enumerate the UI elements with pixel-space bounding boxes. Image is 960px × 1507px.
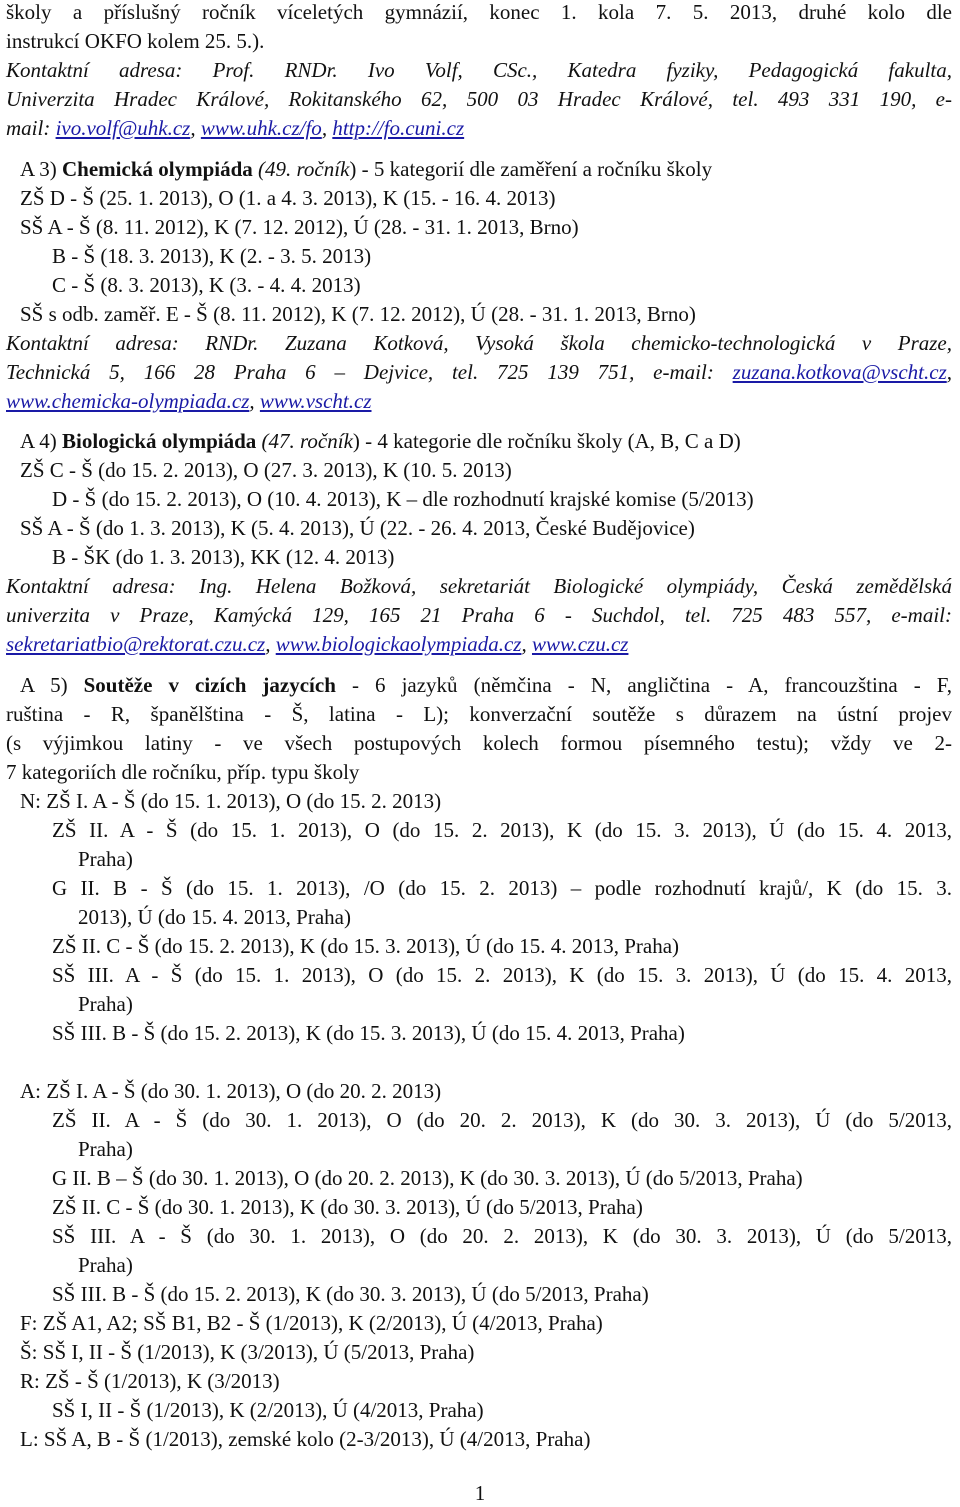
chem-contact-line-1: Kontaktní adresa: RNDr. Zuzana Kotková, Vysoká škola chemicko-technologická v Praze,	[6, 331, 952, 355]
intro-email-label: mail:	[6, 116, 56, 140]
lang-english-row: SŠ III. B - Š (do 15. 2. 2013), K (do 30. 3. 2013), Ú (do 5/2013, Praha)	[52, 1282, 649, 1306]
chem-heading-rest: ) - 5 kategorií dle zaměření a ročníku školy	[349, 157, 713, 181]
chem-heading-year: ročník	[296, 157, 350, 181]
lang-english-row: A: ZŠ I. A - Š (do 30. 1. 2013), O (do 20. 2. 2013)	[20, 1079, 442, 1103]
lang-german-row: N: ZŠ I. A - Š (do 15. 1. 2013), O (do 15. 2. 2013)	[20, 789, 442, 813]
separator: ,	[265, 632, 276, 656]
lang-german-row: Praha)	[78, 847, 133, 871]
chem-contact-line-3	[6, 389, 952, 413]
lang-english-row: SŠ III. A - Š (do 30. 1. 2013), O (do 20. 2. 2013), K (do 30. 3. 2013), Ú (do 5/2013,	[52, 1224, 952, 1248]
chem-heading	[20, 157, 952, 181]
lang-german-row: ZŠ II. C - Š (do 15. 2. 2013), K (do 15. 3. 2013), Ú (do 15. 4. 2013, Praha)	[52, 934, 680, 958]
lang-german-row: SŠ III. A - Š (do 15. 1. 2013), O (do 15. 2. 2013), K (do 15. 3. 2013), Ú (do 15. 4. 2013,	[52, 963, 952, 987]
lang-german-row: Praha)	[78, 992, 133, 1016]
lang-german-row: SŠ III. B - Š (do 15. 2. 2013), K (do 15. 3. 2013), Ú (do 15. 4. 2013, Praha)	[52, 1021, 685, 1045]
chem-heading-mid: (49.	[252, 157, 297, 181]
bio-heading	[20, 429, 952, 453]
lang-german-row: ZŠ II. A - Š (do 15. 1. 2013), O (do 15. 2. 2013), K (do 15. 3. 2013), Ú (do 15. 4. 2013,	[52, 818, 952, 842]
bio-web-link-1[interactable]: www.biologickaolympiada.cz	[275, 632, 522, 656]
chem-email-link[interactable]: zuzana.kotkova@vscht.cz	[732, 360, 947, 384]
lang-german-row: 2013), Ú (do 15. 4. 2013, Praha)	[78, 905, 351, 929]
bio-heading-mid: (47.	[256, 429, 301, 453]
bio-heading-rest: ) - 4 kategorie dle ročníku školy (A, B, C a D)	[352, 429, 741, 453]
intro-line-2: instrukcí OKFO kolem 25. 5.).	[6, 29, 265, 53]
lang-english-row: Praha)	[78, 1137, 133, 1161]
separator: ,	[946, 360, 952, 384]
intro-line-1: školy a příslušný ročník víceletých gymnázií, konec 1. kola 7. 5. 2013, druhé kolo dle	[6, 0, 952, 24]
intro-contact-line-1: Kontaktní adresa: Prof. RNDr. Ivo Volf, CSc., Katedra fyziky, Pedagogická fakulta,	[6, 58, 952, 82]
lang-latin-row: L: SŠ A, B - Š (1/2013), zemské kolo (2-3/2013), Ú (4/2013, Praha)	[20, 1427, 591, 1451]
chem-web-link-1[interactable]: www.chemicka-olympiada.cz	[6, 389, 250, 413]
lang-english-row: Praha)	[78, 1253, 133, 1277]
lang-english-row: ZŠ II. C - Š (do 30. 1. 2013), K (do 30. 3. 2013), Ú (do 5/2013, Praha)	[52, 1195, 643, 1219]
bio-row: B - ŠK (do 1. 3. 2013), KK (12. 4. 2013)	[52, 545, 395, 569]
bio-row: SŠ A - Š (do 1. 3. 2013), K (5. 4. 2013), Ú (22. - 26. 4. 2013, České Budějovice)	[20, 516, 695, 540]
chem-heading-number: A 3)	[20, 157, 62, 181]
intro-web-link-2[interactable]: http://fo.cuni.cz	[332, 116, 465, 140]
bio-row: ZŠ C - Š (do 15. 2. 2013), O (27. 3. 2013), K (10. 5. 2013)	[20, 458, 512, 482]
lang-russian-row: SŠ I, II - Š (1/2013), K (2/2013), Ú (4/2013, Praha)	[52, 1398, 484, 1422]
lang-heading-title: Soutěže v cizích jazycích	[83, 673, 336, 697]
intro-email-link[interactable]: ivo.volf@uhk.cz	[55, 116, 191, 140]
lang-intro-line: 7 kategoriích dle ročníku, příp. typu školy	[6, 760, 360, 784]
chem-row: SŠ A - Š (8. 11. 2012), K (7. 12. 2012), Ú (28. - 31. 1. 2013, Brno)	[20, 215, 579, 239]
chem-contact-text: Technická 5, 166 28 Praha 6 – Dejvice, tel. 725 139 751, e-mail:	[6, 360, 733, 384]
lang-french-row: F: ZŠ A1, A2; SŠ B1, B2 - Š (1/2013), K (2/2013), Ú (4/2013, Praha)	[20, 1311, 603, 1335]
lang-english-row: G II. B – Š (do 30. 1. 2013), O (do 20. 2. 2013), K (do 30. 3. 2013), Ú (do 5/2013, Praha)	[52, 1166, 803, 1190]
bio-contact-line-1: Kontaktní adresa: Ing. Helena Božková, sekretariát Biologické olympiády, Česká zemědělská	[6, 574, 952, 598]
chem-row: C - Š (8. 3. 2013), K (3. - 4. 4. 2013)	[52, 273, 361, 297]
bio-web-link-2[interactable]: www.czu.cz	[531, 632, 629, 656]
bio-heading-number: A 4)	[20, 429, 62, 453]
chem-web-link-2[interactable]: www.vscht.cz	[259, 389, 372, 413]
separator: ,	[190, 116, 201, 140]
chem-row: B - Š (18. 3. 2013), K (2. - 3. 5. 2013)	[52, 244, 372, 268]
separator: ,	[321, 116, 333, 140]
intro-contact-line-3	[6, 116, 952, 140]
bio-heading-year: ročník	[300, 429, 353, 453]
page-number: 1	[474, 1481, 486, 1505]
bio-heading-title: Biologická olympiáda	[62, 429, 257, 453]
lang-heading-number: A 5)	[20, 673, 84, 697]
chem-contact-line-2	[6, 360, 952, 384]
lang-russian-row: R: ZŠ - Š (1/2013), K (3/2013)	[20, 1369, 280, 1393]
lang-german-row: G II. B - Š (do 15. 1. 2013), /O (do 15. 2. 2013) – podle rozhodnutí krajů/, K (do 15. 3.	[52, 876, 952, 900]
lang-heading-rest: - 6 jazyků (němčina - N, angličtina - A, francouzština - F,	[335, 673, 953, 697]
bio-email-link[interactable]: sekretariatbio@rektorat.czu.cz	[6, 632, 266, 656]
bio-contact-line-3	[6, 632, 952, 656]
chem-row: SŠ s odb. zaměř. E - Š (8. 11. 2012), K (7. 12. 2012), Ú (28. - 31. 1. 2013, Brno)	[20, 302, 696, 326]
bio-row: D - Š (do 15. 2. 2013), O (10. 4. 2013), K – dle rozhodnutí krajské komise (5/2013)	[52, 487, 754, 511]
lang-intro-line: ruština - R, španělština - Š, latina - L); konverzační soutěže s důrazem na ústní projev	[6, 702, 952, 726]
chem-heading-title: Chemická olympiáda	[62, 157, 253, 181]
lang-spanish-row: Š: SŠ I, II - Š (1/2013), K (3/2013), Ú (5/2013, Praha)	[20, 1340, 475, 1364]
separator: ,	[521, 632, 532, 656]
lang-heading	[20, 673, 952, 697]
intro-web-link-1[interactable]: www.uhk.cz/fo	[200, 116, 322, 140]
chem-row: ZŠ D - Š (25. 1. 2013), O (1. a 4. 3. 2013), K (15. - 16. 4. 2013)	[20, 186, 556, 210]
intro-contact-line-2: Univerzita Hradec Králové, Rokitanského 62, 500 03 Hradec Králové, tel. 493 331 190, e-	[6, 87, 952, 111]
separator: ,	[249, 389, 260, 413]
lang-intro-line: (s výjimkou latiny - ve všech postupových kolech formou písemného testu); vždy ve 2-	[6, 731, 952, 755]
lang-english-row: ZŠ II. A - Š (do 30. 1. 2013), O (do 20. 2. 2013), K (do 30. 3. 2013), Ú (do 5/2013,	[52, 1108, 952, 1132]
bio-contact-line-2: univerzita v Praze, Kamýcká 129, 165 21 Praha 6 - Suchdol, tel. 725 483 557, e-mail:	[6, 603, 952, 627]
